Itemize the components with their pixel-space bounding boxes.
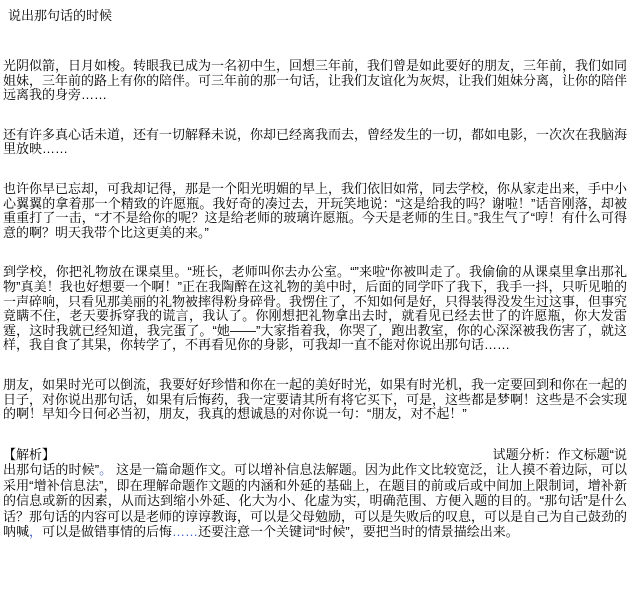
analysis-text-segment: 还要注意一个关键词“时候”，要把当时的情景描绘出来。 (198, 524, 519, 540)
analysis-blue-punctuation: …… (172, 524, 199, 540)
analysis-first-line (3, 447, 627, 463)
analysis-text-segment: 这是一篇命题作文。可以增补信息法解题。因为此作文比较宽泛，让人摸不着边际，可以采用“增补信息法”，即在理解命题作文题的内涵和外延的基础上，在题目的前或后或中间加上限制词，增补新的信息或新的因素，从而达到缩小外延、化大为小、化虚为实，明确范围、方便入题的目的。“那句话”是什么话？那句话的内容可以是老师的谆谆教诲，可以是父母勉励，可以是失败后的叹息，可以是自己为自己鼓劲的呐喊 (3, 462, 628, 540)
essay-paragraph: 到学校，你把礼物放在课桌里。“班长，老师叫你去办公室。“”来啦“你被叫走了。我偷偷的从课桌里拿出那礼物”真美！我也好想要一个啊！”正在我陶醉在这礼物的美中时，后面的同学吓了我下，我手一抖，只听见啪的一声碎响，只看见那美丽的礼物被摔得粉身碎骨。我愣住了，不知如何是好，只得装得没发生过这事，但事究竟瞒不住，老天要拆穿我的谎言，我认了。你刚想把礼物拿出去时，就看见已经去世了的许愿瓶，你大发雷霆，这时我就已经知道，我完蛋了。“她——”大家指着我，你哭了，跑出教室，你的心深深被我伤害了，就这样，我自食了其果，你转学了，不再看见你的身影，可我却一直不能对你说出那句话…… (3, 264, 628, 353)
essay-paragraph: 也许你早已忘却，可我却记得，那是一个阳光明媚的早上，我们依旧如常，同去学校，你从家走出来，手中小心翼翼的拿着那一个精致的许愿瓶。我好奇的凑过去，开玩笑地说：“这是给我的吗？谢啦！”话音刚落，却被重重打了一击，“才不是给你的呢？这是给老师的玻璃许愿瓶。今天是老师的生日。”我生气了“哼！有什么可得意的啊？明天我带个比这更美的来。” (3, 180, 628, 240)
essay-title: 说出那句话的时候 (8, 8, 113, 23)
analysis-first-line-right: 试题分析：作文标题“说 (492, 446, 627, 462)
analysis-label: 【解析】 (3, 446, 56, 462)
analysis-text-segment: 可以是做错事情的后悔 (42, 524, 173, 540)
essay-body (3, 59, 627, 422)
analysis-blue-punctuation: ， (29, 524, 43, 540)
essay-paragraph: 光阴似箭，日月如梭。转眼我已成为一名初中生，回想三年前，我们曾是如此要好的朋友，三年前，我们如同姐妹，三年前的路上有你的陪伴。可三年前的那一句话，让我们友谊化为灰烬，让我们姐妹分离，让你的陪伴远离我的身旁…… (3, 58, 628, 103)
analysis-body (3, 462, 627, 540)
essay-paragraph: 朋友，如果时光可以倒流，我要好好珍惜和你在一起的美好时光，如果有时光机，我一定要回到和你在一起的日子，对你说出那句话，如果有后悔药，我一定要请其所有将它买下，可是，这些都是梦啊！这些是不会实现的啊！早知今日何必当初，朋友，我真的想诚恳的对你说一句：“朋友，对不起！” (3, 376, 628, 422)
analysis-text-segment: 出那句话的时候” (3, 462, 100, 478)
analysis-blue-punctuation: 。 (99, 462, 113, 478)
analysis-section (3, 447, 627, 540)
essay-paragraph: 还有许多真心话未道，还有一切解释未说，你却已经离我而去，曾经发生的一切，都如电影，一次次在我脑海里放映…… (3, 126, 628, 157)
